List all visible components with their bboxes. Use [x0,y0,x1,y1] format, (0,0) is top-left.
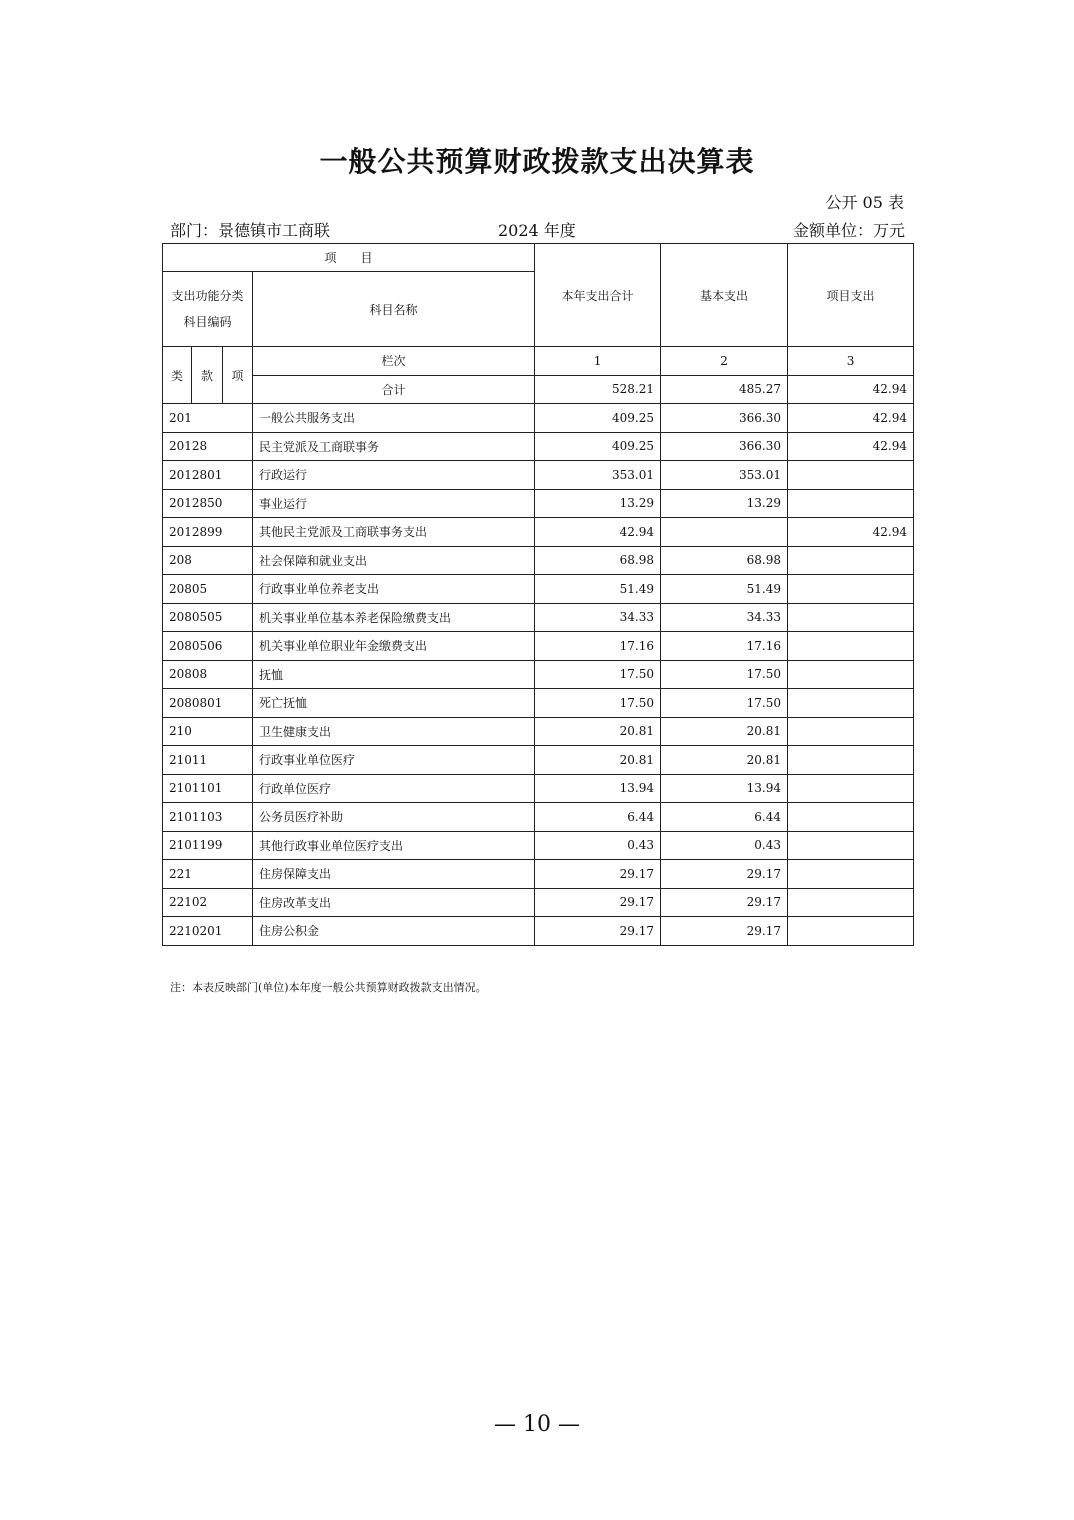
row-total: 29.17 [535,917,661,946]
row-project [788,546,914,575]
row-code: 22102 [163,888,253,917]
row-subject-name: 行政运行 [253,461,535,490]
row-subject-name: 机关事业单位基本养老保险缴费支出 [253,603,535,632]
table-row [163,603,914,632]
table-row [163,432,914,461]
row-total: 13.94 [535,774,661,803]
row-subject-name: 住房公积金 [253,917,535,946]
row-code: 20128 [163,432,253,461]
table-meta [170,218,905,240]
row-project: 42.94 [788,518,914,547]
table-row [163,746,914,775]
row-subject-name: 其他民主党派及工商联事务支出 [253,518,535,547]
table-row [163,831,914,860]
table-row [163,803,914,832]
header-row-1 [163,244,914,272]
row-basic: 29.17 [661,860,788,889]
row-total: 20.81 [535,746,661,775]
row-total: 20.81 [535,717,661,746]
header-col2: 2 [661,347,788,376]
row-basic [661,518,788,547]
total-amount: 528.21 [535,375,661,404]
row-project [788,489,914,518]
row-total: 17.16 [535,632,661,661]
row-basic: 366.30 [661,404,788,433]
total-basic: 485.27 [661,375,788,404]
row-basic: 0.43 [661,831,788,860]
total-project: 42.94 [788,375,914,404]
row-subject-name: 机关事业单位职业年金缴费支出 [253,632,535,661]
table-row [163,660,914,689]
row-basic: 29.17 [661,917,788,946]
row-total: 17.50 [535,689,661,718]
row-total: 29.17 [535,860,661,889]
header-xiang: 项 [223,347,253,404]
table-row [163,575,914,604]
row-subject-name: 公务员医疗补助 [253,803,535,832]
row-code: 2012899 [163,518,253,547]
row-total: 6.44 [535,803,661,832]
row-total: 29.17 [535,888,661,917]
header-lei: 类 [163,347,192,404]
table-row [163,717,914,746]
table-row [163,860,914,889]
row-basic: 29.17 [661,888,788,917]
row-project [788,689,914,718]
table-row [163,546,914,575]
row-code: 2080801 [163,689,253,718]
row-project [788,461,914,490]
header-row-3 [163,347,914,376]
row-basic: 6.44 [661,803,788,832]
row-basic: 13.94 [661,774,788,803]
table-row [163,404,914,433]
row-project [788,575,914,604]
form-number: 公开 05 表 [825,193,904,212]
unit-label: 金额单位：万元 [792,221,905,240]
row-basic: 13.29 [661,489,788,518]
row-basic: 51.49 [661,575,788,604]
row-basic: 353.01 [661,461,788,490]
row-total: 51.49 [535,575,661,604]
row-total: 13.29 [535,489,661,518]
row-subject-name: 行政事业单位医疗 [253,746,535,775]
row-subject-name: 其他行政事业单位医疗支出 [253,831,535,860]
row-basic: 20.81 [661,717,788,746]
row-subject-name: 行政单位医疗 [253,774,535,803]
row-basic: 68.98 [661,546,788,575]
table-row [163,518,914,547]
row-subject-name: 民主党派及工商联事务 [253,432,535,461]
header-column-no: 栏次 [253,347,535,376]
row-basic: 366.30 [661,432,788,461]
table-row [163,489,914,518]
table-row [163,689,914,718]
row-code: 2080506 [163,632,253,661]
total-row [163,375,914,404]
row-project [788,831,914,860]
row-total: 17.50 [535,660,661,689]
page-number: — 10 — [494,1412,580,1437]
header-func-code: 支出功能分类科目编码 [163,272,253,347]
row-code: 2080505 [163,603,253,632]
row-project [788,860,914,889]
row-project [788,660,914,689]
row-code: 2101101 [163,774,253,803]
row-total: 0.43 [535,831,661,860]
row-subject-name: 事业运行 [253,489,535,518]
table-row [163,632,914,661]
header-total: 本年支出合计 [535,244,661,347]
row-project: 42.94 [788,404,914,433]
row-code: 2012801 [163,461,253,490]
page-title: 一般公共预算财政拨款支出决算表 [319,145,755,178]
table-note: 注：本表反映部门(单位)本年度一般公共预算财政拨款支出情况。 [170,981,487,994]
table-row [163,888,914,917]
header-project: 项 目 [163,244,535,272]
row-code: 20805 [163,575,253,604]
header-col3: 3 [788,347,914,376]
table-row [163,774,914,803]
row-basic: 20.81 [661,746,788,775]
row-total: 409.25 [535,404,661,433]
row-total: 68.98 [535,546,661,575]
total-label: 合计 [253,375,535,404]
table-row [163,461,914,490]
row-project [788,632,914,661]
row-total: 42.94 [535,518,661,547]
header-subject-name: 科目名称 [253,272,535,347]
row-code: 2101103 [163,803,253,832]
row-basic: 34.33 [661,603,788,632]
table-row [163,917,914,946]
year-label: 2024 年度 [498,221,576,240]
header-col1: 1 [535,347,661,376]
row-code: 201 [163,404,253,433]
row-subject-name: 死亡抚恤 [253,689,535,718]
row-subject-name: 抚恤 [253,660,535,689]
row-subject-name: 住房改革支出 [253,888,535,917]
row-project [788,603,914,632]
row-total: 353.01 [535,461,661,490]
row-subject-name: 社会保障和就业支出 [253,546,535,575]
row-basic: 17.50 [661,660,788,689]
row-subject-name: 住房保障支出 [253,860,535,889]
department-label: 部门：景德镇市工商联 [170,221,331,240]
row-code: 2012850 [163,489,253,518]
row-project: 42.94 [788,432,914,461]
row-project [788,746,914,775]
row-code: 2101199 [163,831,253,860]
header-project-expense: 项目支出 [788,244,914,347]
budget-table [162,243,914,946]
row-total: 409.25 [535,432,661,461]
header-kuan: 款 [192,347,223,404]
row-subject-name: 卫生健康支出 [253,717,535,746]
row-project [788,888,914,917]
row-subject-name: 行政事业单位养老支出 [253,575,535,604]
row-code: 210 [163,717,253,746]
row-basic: 17.50 [661,689,788,718]
row-code: 2210201 [163,917,253,946]
row-code: 221 [163,860,253,889]
row-project [788,717,914,746]
row-project [788,917,914,946]
row-project [788,803,914,832]
row-basic: 17.16 [661,632,788,661]
row-code: 208 [163,546,253,575]
row-total: 34.33 [535,603,661,632]
row-code: 20808 [163,660,253,689]
row-project [788,774,914,803]
row-subject-name: 一般公共服务支出 [253,404,535,433]
row-code: 21011 [163,746,253,775]
header-basic: 基本支出 [661,244,788,347]
